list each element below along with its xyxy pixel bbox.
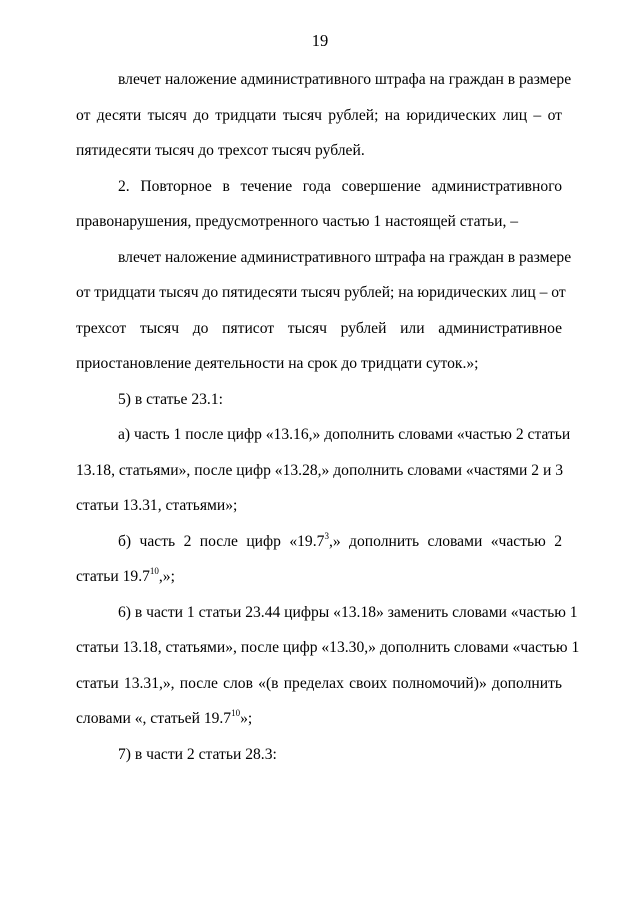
text-segment: »;	[240, 710, 253, 727]
text-line: приостановление деятельности на срок до тридцати суток.»;	[76, 355, 479, 372]
text-line: пятидесяти тысяч до трехсот тысяч рублей.	[76, 142, 365, 159]
text-segment: ,»;	[158, 568, 175, 585]
superscript: 10	[149, 565, 159, 576]
text-line: статьи 13.31,», после слов «(в пределах своих полномочий)» дополнить	[76, 675, 562, 692]
text-line	[118, 530, 562, 551]
text-line: 2. Повторное в течение года совершение административного	[118, 178, 562, 195]
text-line: 5) в статье 23.1:	[118, 391, 223, 408]
text-line: статьи 13.31, статьями»;	[76, 497, 238, 514]
text-segment: статьи 19.7	[76, 568, 150, 585]
text-line: от тридцати тысяч до пятидесяти тысяч рублей; на юридических лиц – от	[76, 284, 566, 301]
text-line	[76, 565, 562, 586]
text-line: 7) в части 2 статьи 28.3:	[118, 746, 277, 763]
text-segment: б) часть 2 после цифр «19.7	[118, 533, 325, 550]
text-line: статьи 13.18, статьями», после цифр «13.30,» дополнить словами «частью 1	[76, 639, 580, 656]
text-line: от десяти тысяч до тридцати тысяч рублей; на юридических лиц – от	[76, 107, 562, 124]
superscript: 10	[231, 707, 241, 718]
superscript: 3	[324, 530, 329, 541]
text-line: 6) в части 1 статьи 23.44 цифры «13.18» заменить словами «частью 1	[118, 604, 578, 621]
text-line: трехсот тысяч до пятисот тысяч рублей или административное	[76, 320, 562, 337]
text-segment: ,» дополнить словами «частью 2	[328, 533, 562, 550]
text-line: 13.18, статьями», после цифр «13.28,» дополнить словами «частями 2 и 3	[76, 462, 564, 479]
text-segment: словами «, статьей 19.7	[76, 710, 232, 727]
text-line: влечет наложение административного штрафа на граждан в размере	[118, 71, 572, 88]
text-line	[76, 707, 562, 728]
text-line: а) часть 1 после цифр «13.16,» дополнить словами «частью 2 статьи	[118, 426, 571, 443]
page-number: 19	[311, 31, 329, 50]
text-line: влечет наложение административного штрафа на граждан в размере	[118, 249, 572, 266]
text-line: правонарушения, предусмотренного частью 1 настоящей статьи, –	[76, 213, 519, 230]
